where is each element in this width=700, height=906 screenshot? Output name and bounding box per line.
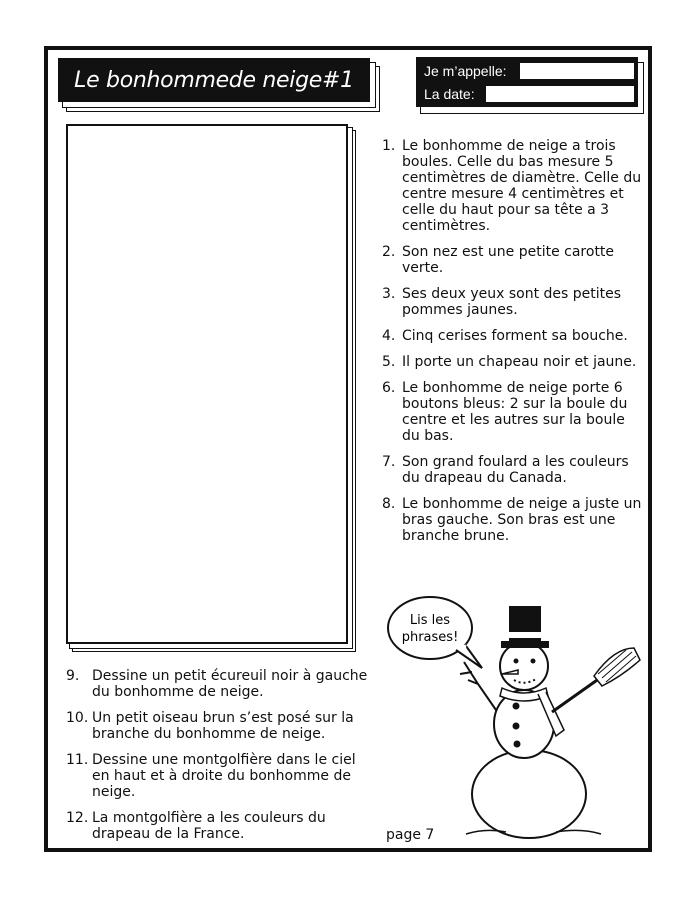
list-item: 3. Ses deux yeux sont des petites pommes jaunes. — [382, 286, 622, 318]
list-item: 8. Le bonhomme de neige a juste un bras gauche. Son bras est une branche brune. — [382, 496, 642, 544]
date-label: La date: — [424, 86, 475, 102]
speech-bubble-tail — [456, 646, 482, 668]
hat-band — [509, 632, 541, 638]
instructions-right — [382, 138, 644, 554]
snowman-illustration — [386, 588, 646, 846]
list-item: 4. Cinq cerises forment sa bouche. — [382, 328, 628, 344]
speech-text-line1: Lis les — [409, 613, 451, 628]
list-item: 10. Un petit oiseau brun s’est posé sur la branche du bonhomme de neige. — [66, 710, 354, 742]
list-item: 2. Son nez est une petite carotte verte. — [382, 244, 615, 276]
button-icon — [513, 723, 520, 730]
list-item: 7. Son grand foulard a les couleurs du drapeau du Canada. — [382, 454, 629, 486]
date-row — [424, 86, 475, 102]
list-item: 5. Il porte un chapeau noir et jaune. — [382, 354, 637, 370]
instructions-left — [66, 668, 376, 852]
list-item: 6. Le bonhomme de neige porte 6 boutons bleus: 2 sur la boule du centre et les autres sur la boule du bas. — [382, 380, 628, 444]
list-item: 11. Dessine une montgolfière dans le ciel en haut et à droite du bonhomme de neige. — [66, 752, 356, 800]
page-number: page 7 — [386, 827, 435, 843]
name-field[interactable] — [520, 63, 634, 79]
name-row — [424, 63, 507, 79]
button-icon — [513, 703, 520, 710]
title-text: Le bonhommede neige#1 — [74, 67, 354, 93]
snowman-bottom-ball — [472, 750, 586, 838]
name-label: Je m’appelle: — [424, 63, 507, 79]
drawing-area[interactable] — [66, 124, 348, 644]
eye-icon — [514, 659, 519, 664]
broom-handle — [552, 678, 600, 712]
list-item: 9. Dessine un petit écureuil noir à gauche du bonhomme de neige. — [66, 668, 368, 700]
date-field[interactable] — [486, 86, 634, 102]
broom-head — [594, 648, 640, 686]
worksheet-title — [58, 58, 370, 102]
list-item: 12. La montgolfière a les couleurs du drapeau de la France. — [66, 810, 326, 842]
speech-text-line2: phrases! — [401, 630, 459, 645]
name-date-box — [416, 57, 638, 107]
button-icon — [514, 741, 521, 748]
eye-icon — [531, 659, 536, 664]
list-item: 1. Le bonhomme de neige a trois boules. Celle du bas mesure 5 centimètres de diamètre. Celle du centre mesure 4 centimètres et celle du haut pour sa tête a 3 centimètres. — [382, 138, 642, 234]
branch-arm — [460, 662, 496, 710]
